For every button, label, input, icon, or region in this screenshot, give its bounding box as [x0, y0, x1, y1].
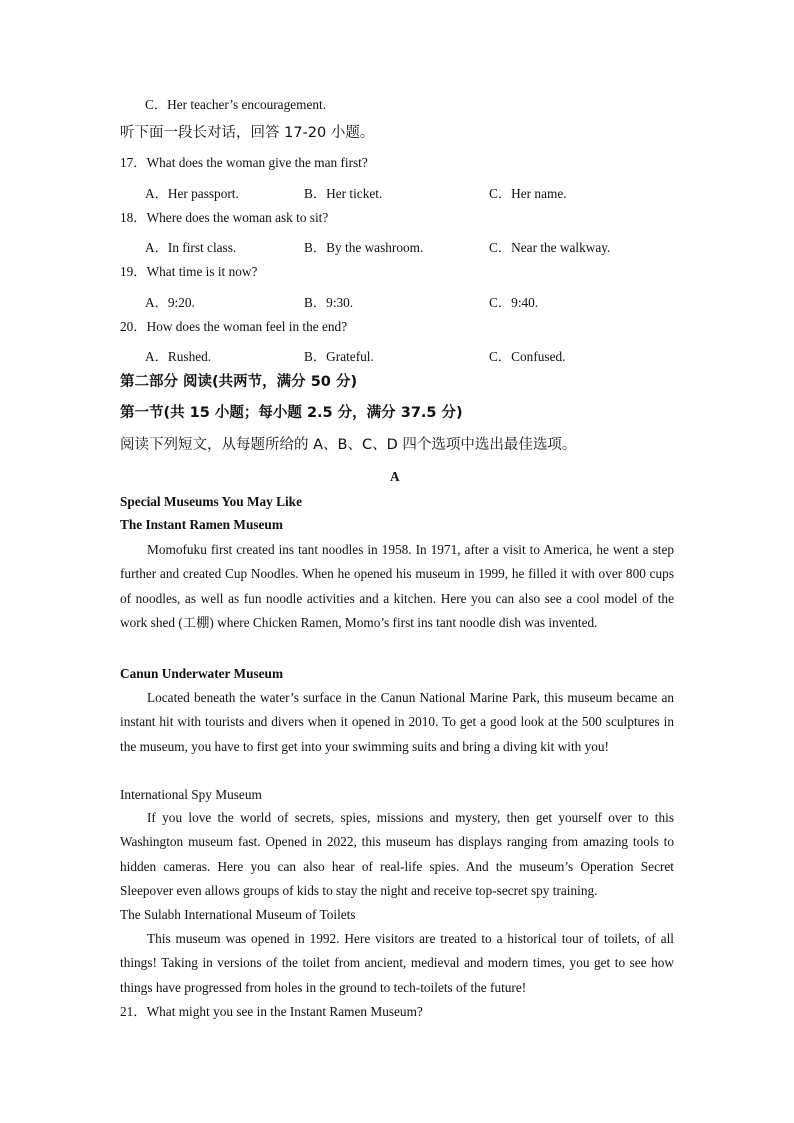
q17-option-b: B．Her ticket. — [304, 186, 383, 201]
reading-instruction: 阅读下列短文，从每题所给的 A、B、C、D 四个选项中选出最佳选项。 — [120, 437, 577, 453]
q18-option-b: B．By the washroom. — [304, 240, 424, 255]
q19-option-c: C．9:40. — [489, 295, 539, 310]
question-17-stem: 17．What does the woman give the man first? — [120, 155, 368, 170]
question-21-stem: 21．What might you see in the Instant Ramen Museum? — [120, 1004, 423, 1019]
museum-2-text: Located beneath the water’s surface in the Canun National Marine Park, this museum became an instant hit with tourists and divers when it opened in 2010. To get a good look at the 500 sculptures in the museum, you have to first get into your swimming suits and bring a diving kit with you! — [120, 690, 674, 754]
q17-option-c: C．Her name. — [489, 186, 567, 201]
passage-label: A — [390, 469, 400, 484]
q18-option-a: A．In first class. — [145, 240, 237, 255]
q20-option-a: A．Rushed. — [145, 349, 212, 364]
q20-option-c: C．Confused. — [489, 349, 566, 364]
question-18-stem: 18．Where does the woman ask to sit? — [120, 210, 329, 225]
museum-4-text: This museum was opened in 1992. Here visitors are treated to a historical tour of toilets, of all things! Taking in versions of the toilet from ancient, medieval and modern times, you get to see how things have progressed from holes in the ground to tech-toilets of the future! — [120, 931, 674, 995]
section1-heading: 第一节(共 15 小题；每小题 2.5 分，满分 37.5 分) — [120, 405, 463, 421]
q19-option-a: A．9:20. — [145, 295, 195, 310]
museum-3-name: International Spy Museum — [120, 787, 262, 802]
museum-2-name: Canun Underwater Museum — [120, 666, 284, 681]
question-20-stem: 20．How does the woman feel in the end? — [120, 319, 348, 334]
passage-title: Special Museums You May Like — [120, 494, 302, 509]
museum-1-name: The Instant Ramen Museum — [120, 517, 283, 532]
q20-option-b: B．Grateful. — [304, 349, 374, 364]
museum-3-text: If you love the world of secrets, spies, missions and mystery, then get yourself over to this Washington museum fast. Opened in 2022, this museum has displays ranging from amazing tools to hidden cameras. Here you can also hear of real-life spies. And the museum’s Operation Secret Sleepover even allows groups of kids to stay the night and receive top-secret spy training. — [120, 810, 674, 899]
part2-heading: 第二部分 阅读(共两节，满分 50 分) — [120, 374, 358, 390]
q19-option-b: B．9:30. — [304, 295, 354, 310]
q18-option-c: C．Near the walkway. — [489, 240, 611, 255]
q16-option-c: C．Her teacher’s encouragement. — [145, 97, 327, 112]
museum-1-text: Momofuku first created ins tant noodles in 1958. In 1971, after a visit to America, he went a step further and created Cup Noodles. When he opened his museum in 1999, he filled it with over 800 cups of noodles, as well as fun noodle activities and a kitchen. Here you can also see a cool model of the work shed (工棚) where Chicken Ramen, Momo’s first ins tant noodle dish was invented. — [120, 542, 674, 631]
museum-4-name: The Sulabh International Museum of Toilets — [120, 907, 356, 922]
q17-option-a: A．Her passport. — [145, 186, 239, 201]
listening-instruction: 听下面一段长对话，回答 17-20 小题。 — [120, 125, 375, 141]
question-19-stem: 19．What time is it now? — [120, 264, 258, 279]
